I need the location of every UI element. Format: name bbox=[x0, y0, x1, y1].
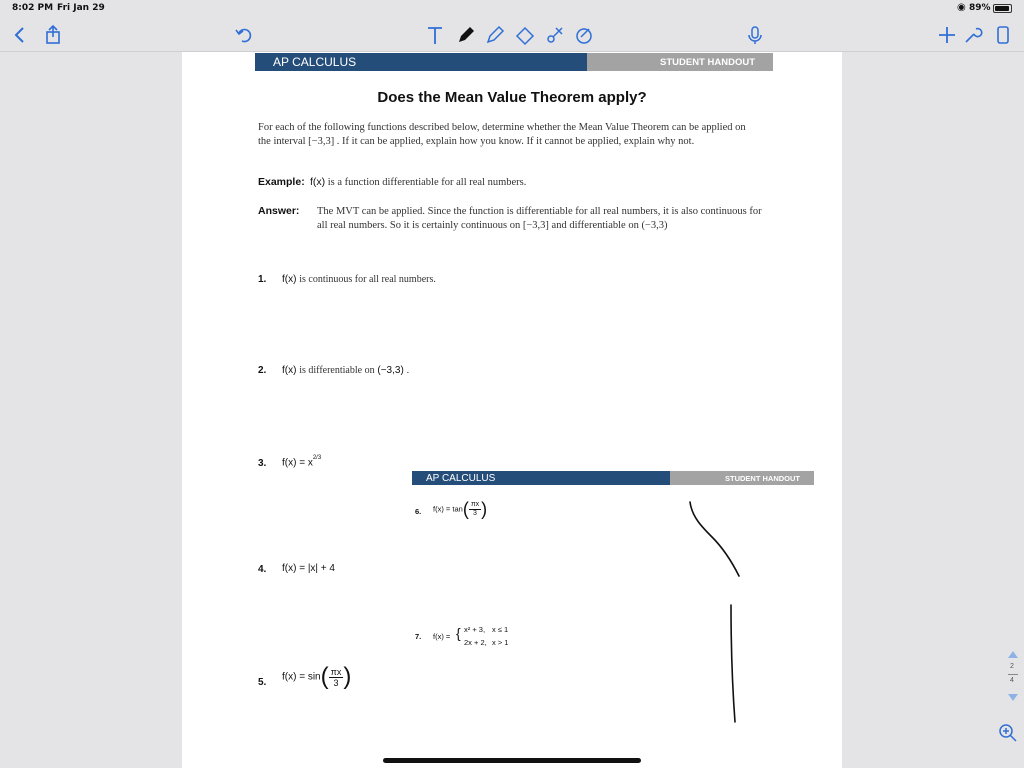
eraser-icon[interactable] bbox=[514, 24, 536, 46]
q6-numerator: πx bbox=[470, 500, 480, 508]
lasso-icon[interactable] bbox=[544, 24, 566, 46]
undo-icon[interactable] bbox=[233, 24, 255, 46]
q3-expr: f(x) = x bbox=[282, 457, 313, 469]
chevron-left-icon[interactable] bbox=[9, 24, 31, 46]
q7-prefix: f(x) = bbox=[433, 632, 451, 641]
q7-case1: x² + 3, bbox=[464, 625, 486, 634]
q3-text bbox=[282, 457, 321, 468]
q2-interval: (−3,3) . bbox=[377, 365, 410, 376]
answer-label: Answer: bbox=[258, 205, 300, 217]
q1-text bbox=[282, 274, 436, 285]
q5-text bbox=[282, 665, 351, 689]
q2-text bbox=[282, 365, 409, 376]
q7-case2: 2x + 2, bbox=[464, 638, 487, 647]
page2-course-label: AP CALCULUS bbox=[412, 471, 670, 485]
right-paren: ) bbox=[343, 663, 352, 690]
wifi-icon: ◉ bbox=[957, 2, 966, 13]
microphone-icon[interactable] bbox=[744, 24, 766, 46]
page-navigator[interactable] bbox=[1006, 648, 1020, 704]
ink-strokes bbox=[682, 497, 752, 727]
example-fx: f(x) bbox=[309, 176, 326, 188]
q6-text bbox=[433, 500, 487, 518]
example bbox=[258, 176, 526, 188]
pager-current: 2 bbox=[1010, 663, 1014, 670]
example-text: is a function differentiable for all real numbers. bbox=[327, 177, 527, 188]
page-icon[interactable] bbox=[992, 24, 1014, 46]
q1-number: 1. bbox=[258, 274, 267, 285]
q1-desc: is continuous for all real numbers. bbox=[299, 274, 436, 285]
q6-left-paren: ( bbox=[462, 499, 469, 519]
q2-number: 2. bbox=[258, 365, 267, 376]
left-paren: ( bbox=[320, 663, 329, 690]
q5-number: 5. bbox=[258, 677, 267, 688]
q7-brace: { bbox=[456, 625, 461, 641]
q6-fraction bbox=[469, 501, 481, 518]
q5-prefix: f(x) = sin bbox=[282, 671, 321, 683]
status-time: 8:02 PM bbox=[12, 3, 54, 13]
wrench-icon[interactable] bbox=[962, 24, 984, 46]
pen-icon[interactable] bbox=[455, 24, 477, 46]
page-title: Does the Mean Value Theorem apply? bbox=[377, 89, 647, 106]
intro-text: For each of the following functions described below, determine whether the Mean Value Theorem can be applied on the interval [−3,3] . If it can be applied, explain how you know. If it cannot be applied, explain why not. bbox=[258, 122, 746, 147]
q3-exponent: 2/3 bbox=[312, 455, 322, 461]
header-band bbox=[255, 53, 773, 71]
pager-divider bbox=[1008, 674, 1018, 675]
page2-handout-label: STUDENT HANDOUT bbox=[670, 471, 814, 485]
q2-desc: is differentiable on bbox=[299, 365, 375, 376]
add-icon[interactable] bbox=[936, 24, 958, 46]
q5-fraction bbox=[329, 667, 344, 688]
q6-number: 6. bbox=[415, 507, 422, 516]
q4-expr: f(x) = |x| + 4 bbox=[282, 563, 335, 574]
example-label: Example: bbox=[258, 176, 305, 188]
q5-denominator: 3 bbox=[333, 677, 339, 688]
course-label: AP CALCULUS bbox=[255, 53, 587, 71]
q6-prefix: f(x) = tan bbox=[433, 504, 463, 514]
q4-number: 4. bbox=[258, 564, 267, 575]
handout-label: STUDENT HANDOUT bbox=[587, 53, 773, 71]
status-date: Fri Jan 29 bbox=[57, 3, 105, 13]
q7-number: 7. bbox=[415, 632, 422, 641]
text-icon[interactable] bbox=[424, 24, 446, 46]
q6-right-paren: ) bbox=[481, 499, 488, 519]
highlighter-icon[interactable] bbox=[484, 24, 506, 46]
document-page[interactable] bbox=[182, 52, 842, 768]
q5-numerator: πx bbox=[330, 666, 342, 677]
q2-fx: f(x) bbox=[282, 365, 297, 376]
page2-header-band bbox=[412, 471, 814, 485]
q7-cond2: x > 1 bbox=[492, 638, 509, 647]
shapes-icon[interactable] bbox=[573, 24, 595, 46]
pager-total: 4 bbox=[1010, 677, 1014, 684]
q6-denominator: 3 bbox=[473, 509, 477, 517]
battery-percent: 89% bbox=[969, 3, 991, 13]
q1-fx: f(x) bbox=[282, 274, 297, 285]
q3-number: 3. bbox=[258, 458, 267, 469]
zoom-icon[interactable] bbox=[997, 722, 1019, 744]
toolbar bbox=[0, 18, 1024, 52]
share-icon[interactable] bbox=[42, 24, 64, 46]
status-bar bbox=[0, 0, 1024, 18]
home-indicator bbox=[383, 758, 641, 763]
answer-text: The MVT can be applied. Since the function is differentiable for all real numbers, it is also continuous for all real numbers. So it is certainly continuous on [−3,3] and differentiable on (−3,3) bbox=[317, 206, 762, 231]
battery-icon bbox=[993, 4, 1012, 13]
q7-cond1: x ≤ 1 bbox=[492, 625, 509, 634]
